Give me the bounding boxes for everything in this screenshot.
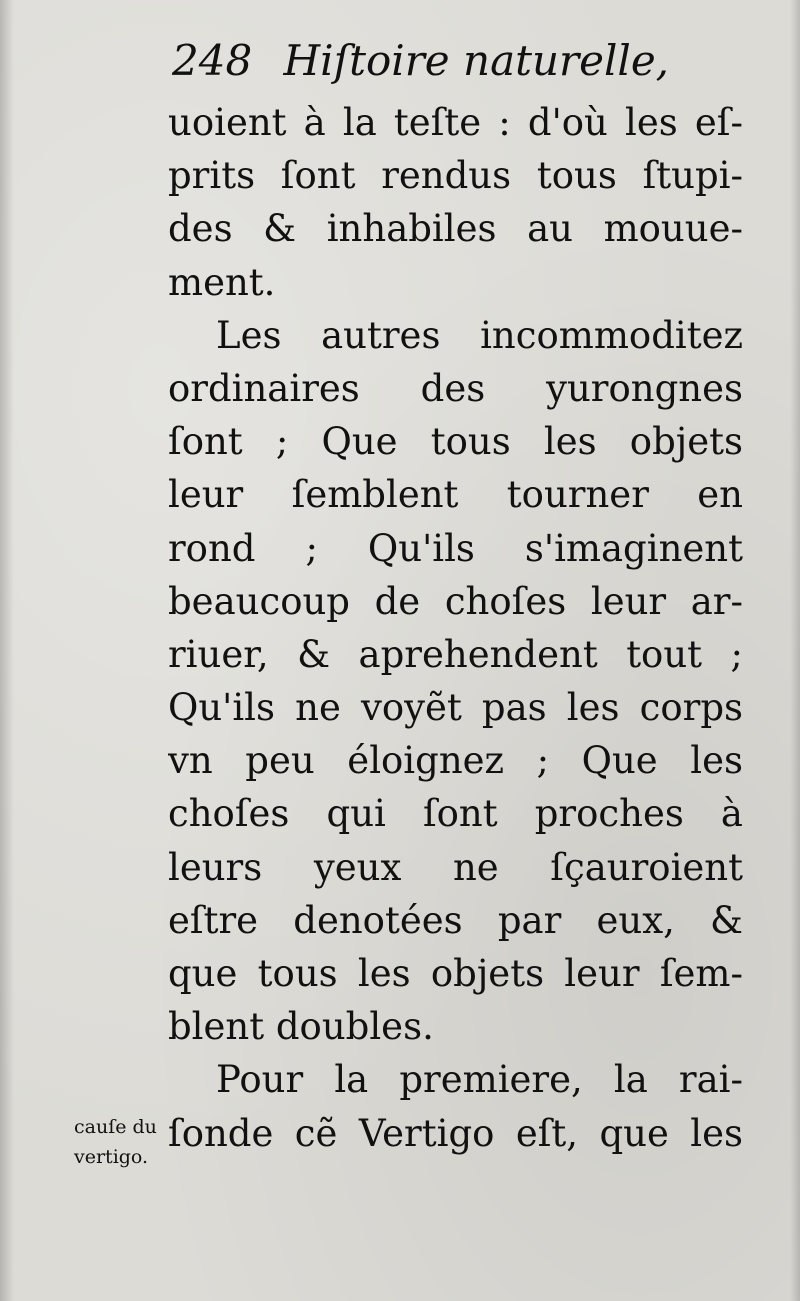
margin-note <box>74 1112 157 1172</box>
text-line: des & inhabiles au mouue- <box>168 207 743 251</box>
text-line: ſont ; Que tous les objets <box>168 420 743 464</box>
text-line: blent doubles. <box>168 1005 434 1049</box>
text-line: ordinaires des yurongnes <box>168 366 743 410</box>
text-line: eſtre denotées par eux, & <box>168 898 743 942</box>
text-line: Pour la premiere, la rai- <box>216 1058 743 1102</box>
text-line: vn peu éloignez ; Que les <box>168 739 743 783</box>
page-number: 248 <box>172 36 253 85</box>
text-line: rond ; Qu'ils s'imaginent <box>168 526 743 570</box>
page-edge-shadow-right <box>790 0 800 1301</box>
text-line: riuer, & aprehendent tout ; <box>168 632 743 676</box>
text-line: choſes qui ſont proches à <box>168 792 743 836</box>
text-line: que tous les objets leur ſem- <box>168 952 743 996</box>
text-line: ſonde cẽ Vertigo eſt, que les <box>168 1111 743 1155</box>
running-head <box>172 36 669 85</box>
text-line: beaucoup de choſes leur ar- <box>168 579 743 623</box>
text-line: leur ſemblent tourner en <box>168 473 743 517</box>
running-title: Hiſtoire naturelle, <box>283 36 670 85</box>
body-text <box>168 96 743 1160</box>
text-line: ment. <box>168 260 276 304</box>
text-line: prits ſont rendus tous ſtupi- <box>168 154 743 198</box>
text-line: leurs yeux ne ſçauroient <box>168 845 743 889</box>
text-line: Les autres incommoditez <box>216 313 743 357</box>
text-line: Qu'ils ne voyẽt pas les corps <box>168 686 743 730</box>
margin-note-line: cauſe du <box>74 1116 157 1138</box>
margin-note-line: vertigo. <box>74 1146 149 1168</box>
page-edge-shadow-left <box>0 0 14 1301</box>
text-line: uoient à la teſte : d'où les eſ- <box>168 101 743 144</box>
